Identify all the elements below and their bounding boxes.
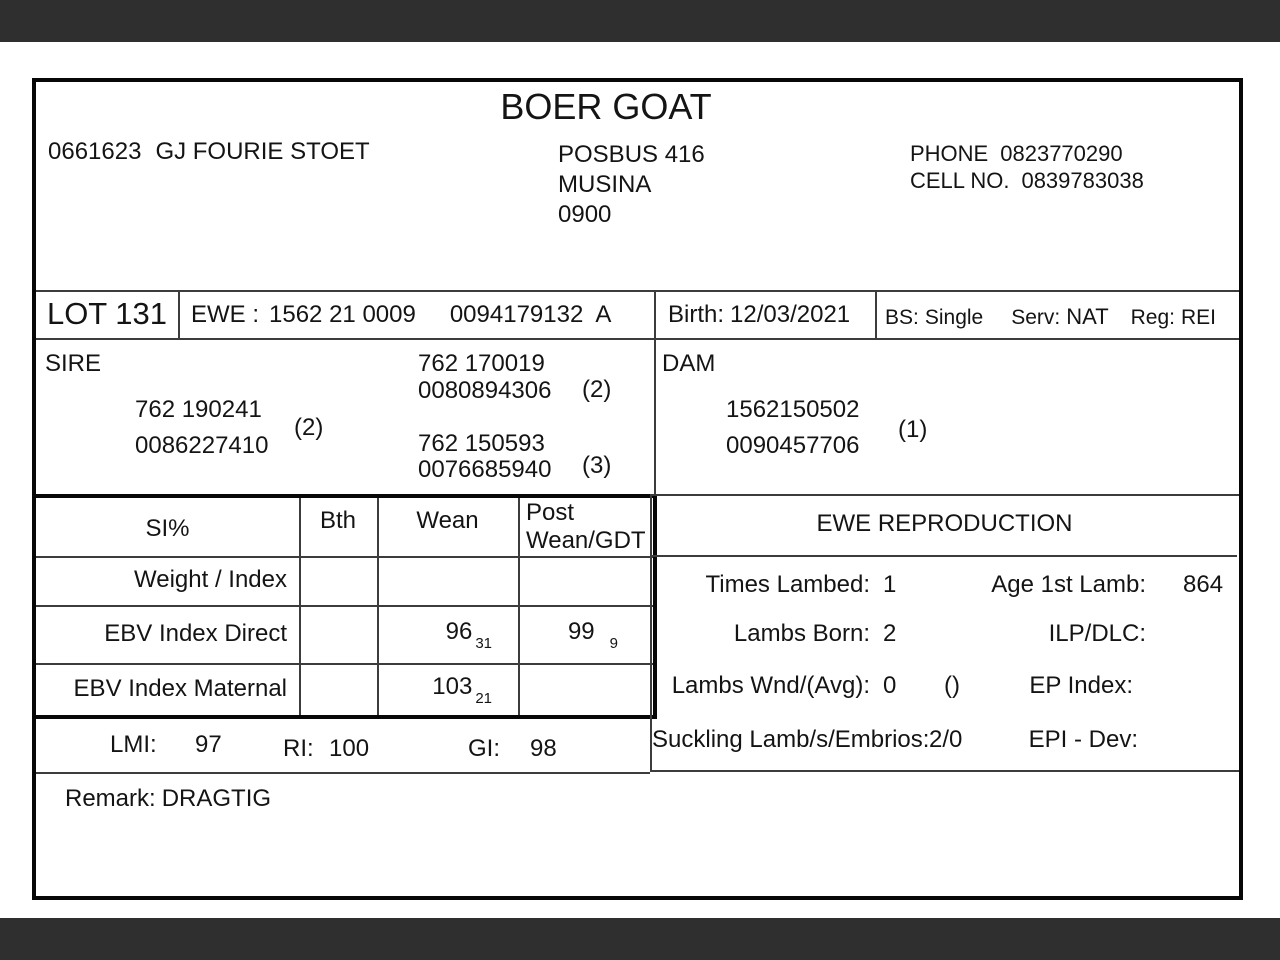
ep-index-label: EP Index: [1029,672,1133,699]
ri-value: 100 [329,735,370,762]
age-1st-lamb-label: Age 1st Lamb: [991,571,1146,598]
ebv-maternal-wean-accuracy: 21 [475,690,492,707]
table-row-divider-1 [36,556,653,558]
breeder-number: 0661623 [48,138,142,165]
dam-label: DAM [662,350,716,377]
lambs-born-label: Lambs Born: [733,620,870,647]
serv-value: NAT [1066,304,1109,329]
bs-value: Single [924,306,984,329]
lot-number: LOT 131 [46,296,168,331]
birth-cell [668,301,850,329]
grand-dam-count: (3) [582,452,612,479]
sire-id-line1: 762 190241 [135,396,262,423]
sire-id-line2: 0086227410 [135,432,269,459]
indices-row-bottom-line [36,772,650,774]
sire-count: (2) [294,414,324,441]
grand-dam-line2: 0076685940 [418,456,552,483]
lot-cell-divider [178,290,180,338]
table-row-label: EBV Index Direct [104,620,287,647]
ri-label: RI: [283,735,314,762]
ebv-direct-wean-value: 96 [445,618,473,645]
si-ebv-table [32,494,657,719]
lambs-weaned-avg: () [944,672,960,699]
grand-sire-count: (2) [582,376,612,403]
reg-label: Reg: [1130,306,1175,329]
birth-cell-divider [875,290,877,338]
bottom-letterbox-bar [0,918,1280,960]
table-row-divider-3 [36,663,653,665]
animal-reg-no: 0094179132 [449,301,584,328]
sire-dam-divider [654,338,656,494]
ebv-direct-post-value: 99 [567,618,595,645]
address-line-3: 0900 [558,201,612,228]
lot-row-bottom-line [36,338,1239,340]
gi-label: GI: [468,735,501,762]
table-row-label: EBV Index Maternal [73,675,287,702]
dam-id-line2: 0090457706 [726,432,860,459]
dam-count: (1) [898,416,928,443]
phone-number: 0823770290 [1000,141,1123,166]
serv-label: Serv: [1011,306,1061,329]
animal-flock-id: 1562 21 0009 [269,301,416,328]
ebv-direct-post-accuracy: 9 [609,635,618,652]
table-header-post-line1: Post [526,499,575,526]
remark-label: Remark: [65,785,156,812]
cell-label: CELL NO. [910,168,1010,193]
phone-label: PHONE [910,141,989,166]
address-line-1: POSBUS 416 [558,141,705,168]
table-row-label: Weight / Index [134,566,287,593]
lambs-weaned-value: 0 [883,672,897,699]
grand-sire-line1: 762 170019 [418,350,545,377]
ewe-reproduction-title: EWE REPRODUCTION [816,510,1073,537]
bs-label: BS: [885,306,919,329]
times-lambed-value: 1 [883,571,897,598]
ewe-reproduction-box [650,494,1239,772]
breeder-line [48,138,370,166]
pedigree-card [32,78,1243,900]
table-header-wean: Wean [416,507,479,534]
grand-dam-line1: 762 150593 [418,430,545,457]
ebv-direct-wean-cell [377,618,492,652]
address-line-2: MUSINA [558,171,652,198]
breeder-name: GJ FOURIE STOET [155,138,370,165]
ebv-maternal-wean-value: 103 [432,673,473,700]
table-header-bth: Bth [319,507,357,534]
birth-label: Birth: [668,301,725,328]
animal-cell-divider [654,290,656,338]
lot-row-top-line [36,290,1239,292]
bs-serv-reg-cell [885,304,1216,330]
birth-date: 12/03/2021 [730,301,851,328]
lmi-value: 97 [195,731,222,758]
animal-reg-suffix: A [595,301,612,328]
ilp-dlc-label: ILP/DLC: [1048,620,1146,647]
epi-dev-label: EPI - Dev: [1028,726,1138,753]
cell-line [910,167,1144,194]
remark-value: DRAGTIG [161,785,272,812]
reproduction-title-divider [652,555,1237,557]
ebv-maternal-wean-cell [377,673,492,707]
remark-line [65,785,271,813]
times-lambed-label: Times Lambed: [705,571,870,598]
ebv-direct-post-cell [518,618,618,652]
suckling-lambs-value: 2/0 [929,726,963,753]
lambs-born-value: 2 [883,620,897,647]
top-letterbox-bar [0,0,1280,42]
phone-line [910,140,1144,167]
gi-value: 98 [530,735,557,762]
contact-block [910,140,1144,194]
table-header-si: SI% [145,515,190,542]
animal-id-line [191,301,611,329]
lambs-weaned-label: Lambs Wnd/(Avg): [671,672,870,699]
dam-id-line1: 1562150502 [726,396,860,423]
animal-type-label: EWE : [191,301,260,328]
reg-value: REI [1181,306,1217,329]
doc-title: BOER GOAT [500,86,712,127]
suckling-lambs-label: Suckling Lamb/s/Embrios: [652,726,930,753]
table-header-post-line2: Wean/GDT [526,527,646,554]
table-row-divider-2 [36,605,653,607]
address-block [558,140,705,230]
grand-sire-line2: 0080894306 [418,377,552,404]
sire-label: SIRE [45,350,102,377]
ebv-direct-wean-accuracy: 31 [475,635,492,652]
age-1st-lamb-value: 864 [1183,571,1224,598]
lmi-label: LMI: [110,731,157,758]
cell-number: 0839783038 [1021,168,1144,193]
